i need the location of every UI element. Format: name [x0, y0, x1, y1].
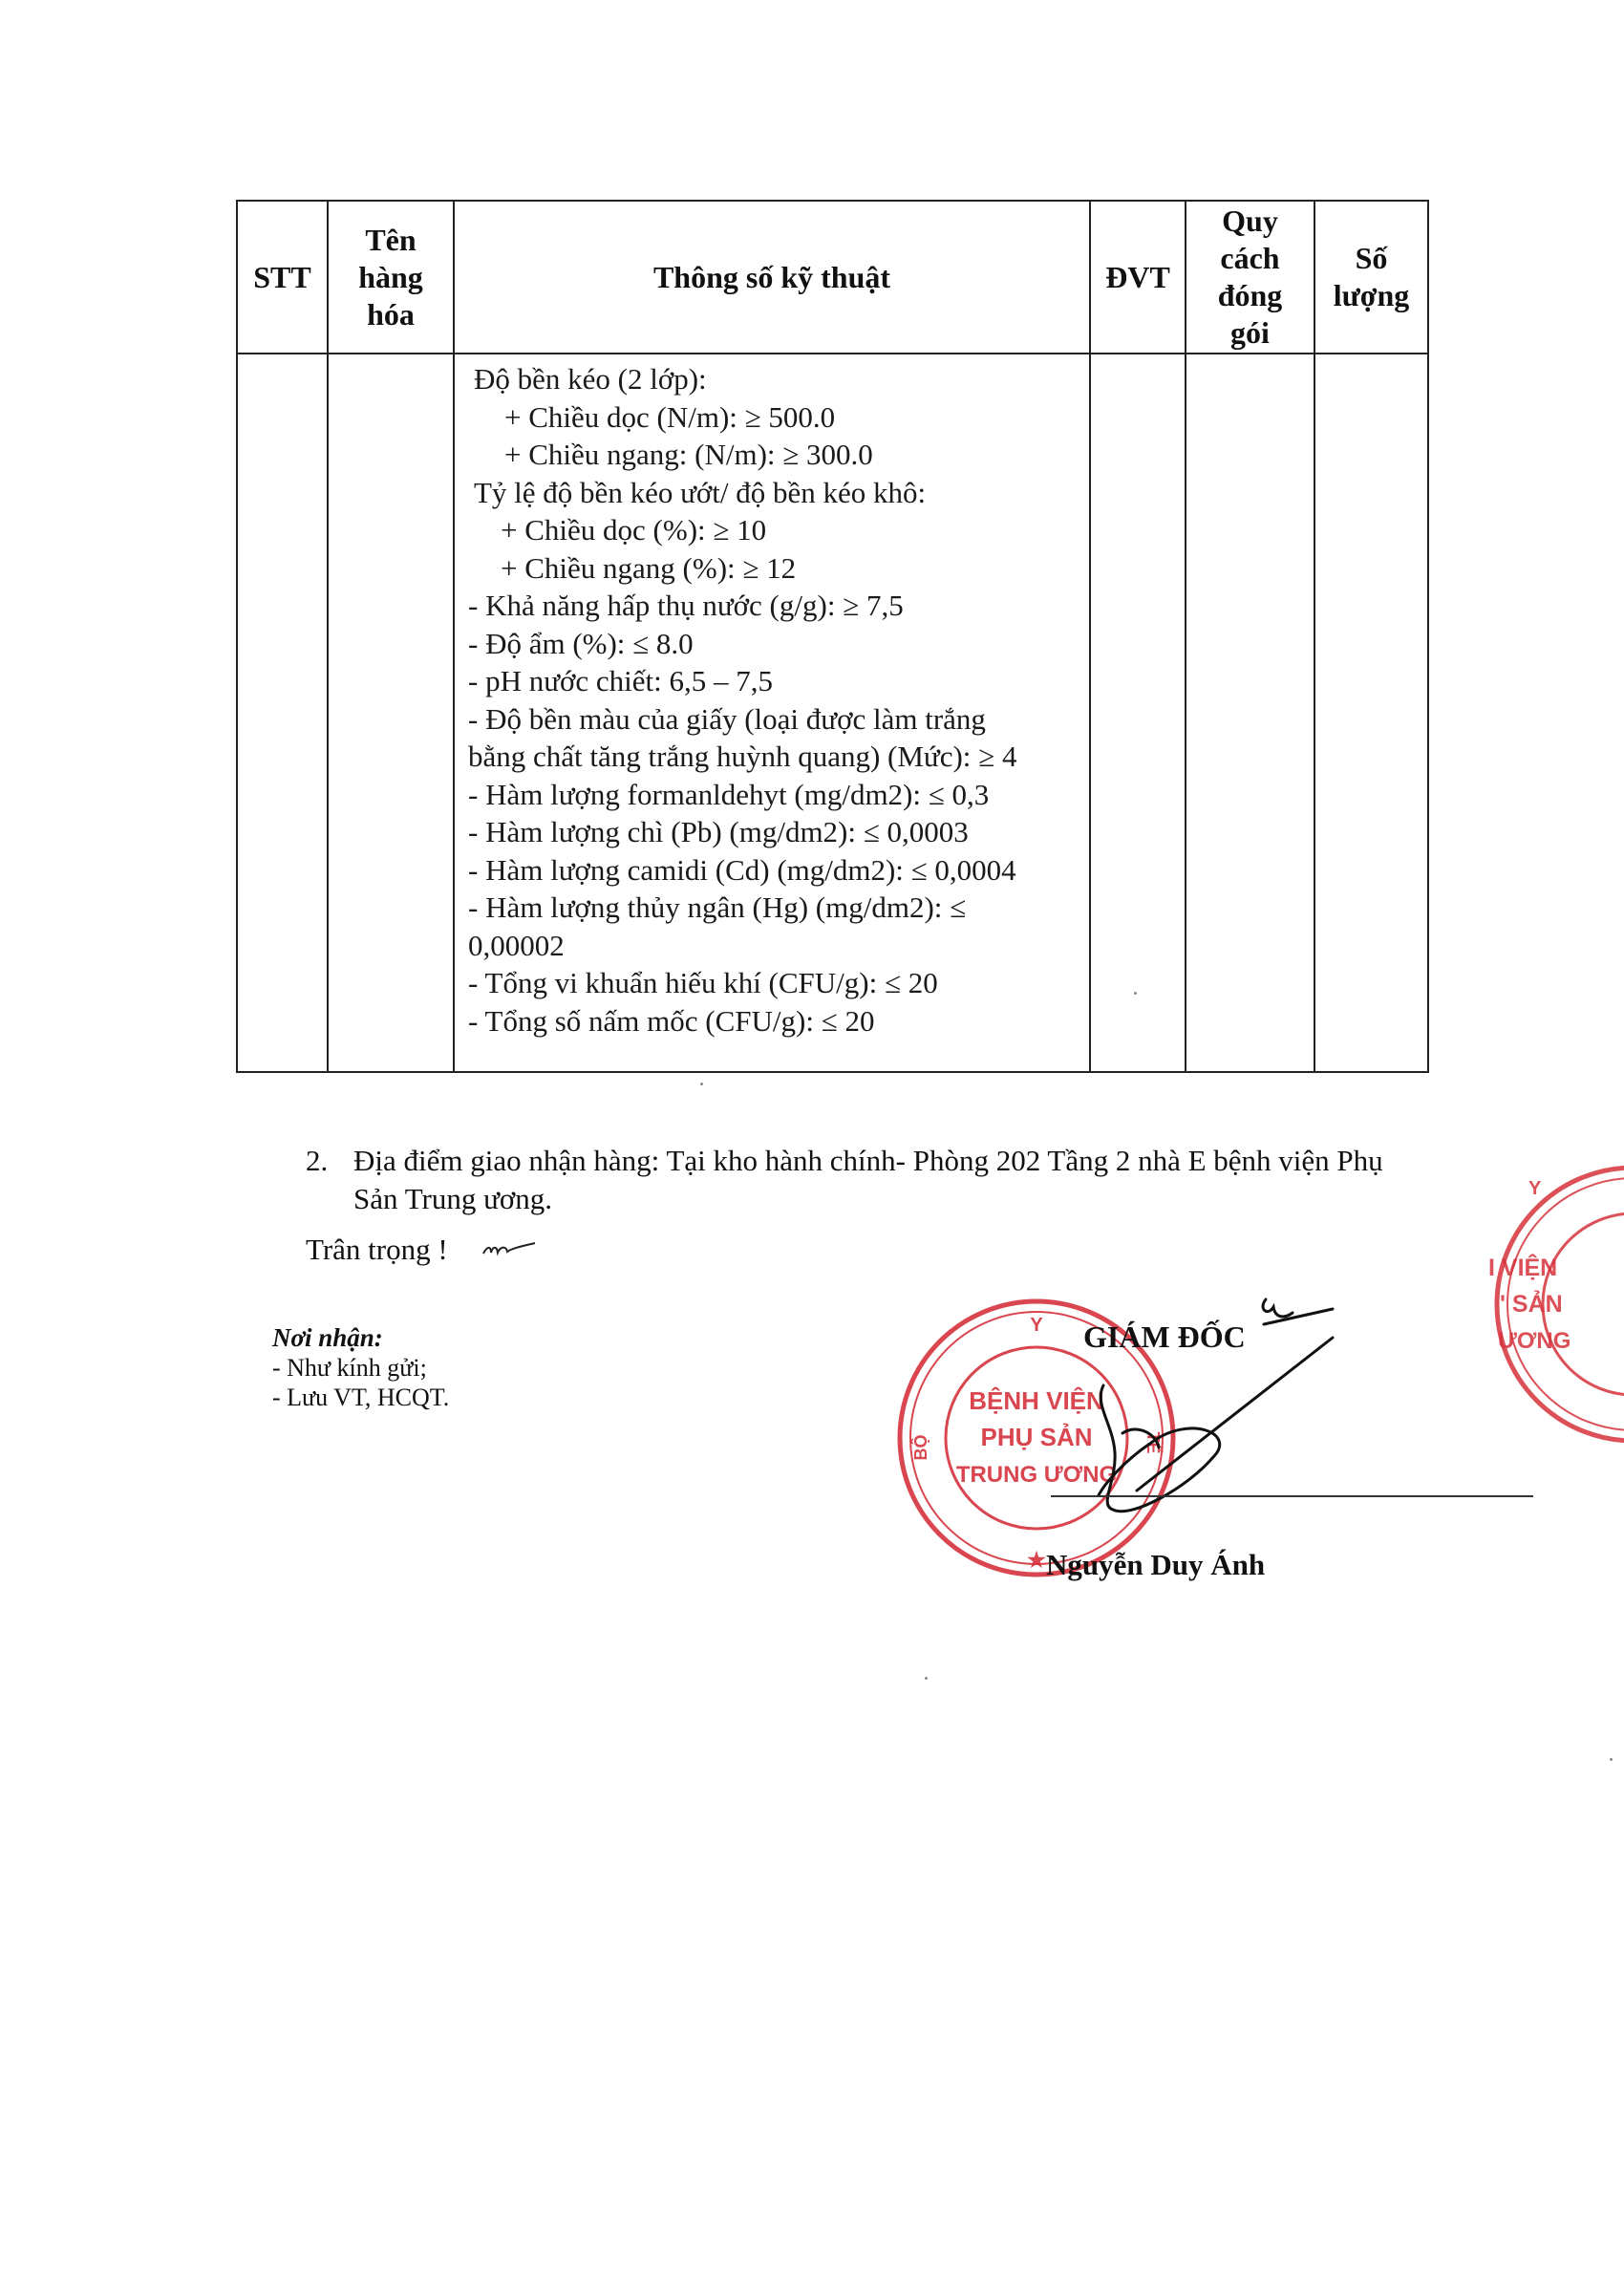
header-technical-specs: Thông số kỹ thuật: [454, 201, 1090, 354]
signature-line: [1051, 1495, 1533, 1497]
item-number: 2.: [306, 1144, 329, 1177]
spec-line: - Hàm lượng thủy ngân (Hg) (mg/dm2): ≤: [468, 890, 967, 924]
delivery-location-paragraph: [306, 1142, 1433, 1218]
svg-text:Y: Y: [1528, 1178, 1542, 1199]
closing-greeting: Trân trọng !: [306, 1233, 448, 1266]
spec-line: - Hàm lượng camidi (Cd) (mg/dm2): ≤ 0,0004: [468, 852, 1016, 887]
spec-line: - Độ bền màu của giấy (loại được làm trắng: [468, 701, 986, 736]
handwritten-initial-mark: [481, 1240, 539, 1259]
spec-line: - Hàm lượng formanldehyt (mg/dm2): ≤ 0,3: [468, 777, 990, 811]
svg-text:ƯƠNG: ƯƠNG: [1498, 1328, 1571, 1354]
table-header-row: [237, 201, 1428, 354]
header-item-name: Tên hàng hóa: [328, 201, 454, 354]
header-stt: STT: [237, 201, 328, 354]
spec-line: Độ bền kéo (2 lớp):: [474, 362, 707, 396]
cell-stt: [237, 354, 328, 1072]
cell-technical-specs: [454, 354, 1090, 1072]
spec-line: + Chiều dọc (%): ≥ 10: [501, 513, 767, 547]
delivery-location-text: Địa điểm giao nhận hàng: Tại kho hành chính- Phòng 202 Tầng 2 nhà E bệnh viện Phụ Sản Trung ương.: [353, 1144, 1383, 1215]
svg-text:TẾ: TẾ: [1143, 1431, 1163, 1454]
recipient-item: - Lưu VT, HCQT.: [272, 1384, 450, 1411]
spec-line: - Hàm lượng chì (Pb) (mg/dm2): ≤ 0,0003: [468, 815, 969, 848]
cell-packaging: [1186, 354, 1314, 1072]
svg-text:' SẢN: ' SẢN: [1500, 1291, 1563, 1318]
director-title: GIÁM ĐỐC: [1083, 1319, 1246, 1354]
recipient-item: - Như kính gửi;: [272, 1354, 427, 1382]
svg-text:PHỤ SẢN: PHỤ SẢN: [980, 1423, 1093, 1451]
spec-line: 0,00002: [468, 928, 565, 962]
spec-line: - Tổng số nấm mốc (CFU/g): ≤ 20: [468, 1003, 875, 1038]
spec-line: - pH nước chiết: 6,5 – 7,5: [468, 664, 774, 697]
spec-line: + Chiều dọc (N/m): ≥ 500.0: [504, 399, 836, 434]
cell-quantity: [1314, 354, 1428, 1072]
header-unit: ĐVT: [1090, 201, 1186, 354]
svg-text:BỘ: BỘ: [911, 1434, 930, 1461]
header-packaging: Quy cách đóng gói: [1186, 201, 1314, 354]
spec-line: + Chiều ngang (%): ≥ 12: [501, 550, 797, 585]
scan-speck: [1134, 992, 1137, 995]
director-signature: [1046, 1290, 1361, 1529]
svg-text:I VIỆN: I VIỆN: [1488, 1255, 1558, 1281]
spec-line: - Khả năng hấp thụ nước (g/g): ≥ 7,5: [468, 589, 904, 622]
spec-line: bằng chất tăng trắng huỳnh quang) (Mức): ≥ 4: [468, 740, 1017, 773]
specification-table: [236, 200, 1429, 1073]
spec-line: - Tổng vi khuẩn hiếu khí (CFU/g): ≤ 20: [468, 966, 938, 999]
svg-text:★: ★: [1027, 1548, 1046, 1572]
recipients-block: [272, 1323, 449, 1412]
header-quantity: Số lượng: [1314, 201, 1428, 354]
cell-unit: [1090, 354, 1186, 1072]
spec-line: - Độ ẩm (%): ≤ 8.0: [468, 626, 694, 660]
spec-line: Tỷ lệ độ bền kéo ướt/ độ bền kéo khô:: [474, 475, 927, 509]
svg-text:Y: Y: [1030, 1315, 1043, 1336]
partial-seal-stamp: [1471, 1161, 1624, 1448]
recipients-title: Nơi nhận:: [272, 1323, 383, 1352]
scan-speck: [700, 1083, 703, 1085]
svg-text:TRUNG ƯƠNG: TRUNG ƯƠNG: [955, 1462, 1118, 1488]
scan-speck: [1610, 1758, 1613, 1761]
signer-name: Nguyễn Duy Ánh: [1046, 1548, 1266, 1581]
scan-speck: [925, 1677, 928, 1680]
spec-line: + Chiều ngang: (N/m): ≥ 300.0: [504, 438, 873, 471]
svg-text:BỆNH VIỆN: BỆNH VIỆN: [969, 1386, 1104, 1415]
table-row: [237, 354, 1428, 1072]
cell-item-name: [328, 354, 454, 1072]
